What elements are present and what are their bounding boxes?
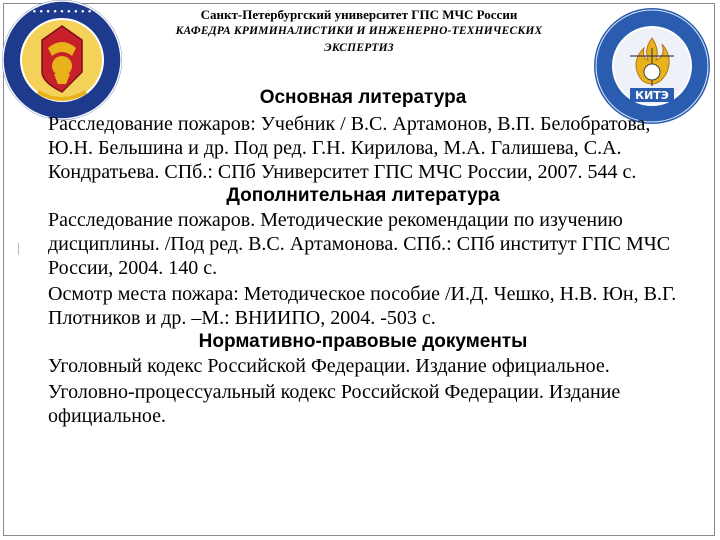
section-title-additional: Дополнительная литература — [226, 185, 500, 206]
list-item: Расследование пожаров: Учебник / В.С. Артамонов, В.П. Белобратова, Ю.Н. Бельшина и др. Под ред. Г.Н. Кирилова, М.А. Галишева, С.А. Кондратьева. СПб.: СПб Университет ГПС МЧС России, 2007. 544 с. — [48, 113, 651, 183]
literature-list — [48, 86, 678, 428]
section-title-normative: Нормативно-правовые документы — [198, 331, 528, 352]
list-item: Уголовно-процессуальный кодекс Российской Федерации. Издание официальное. — [48, 381, 621, 427]
department-name-line2: ЭКСПЕРТИЗ — [324, 42, 394, 54]
svg-text:• • • • • • • • •: • • • • • • • • • — [32, 8, 92, 16]
list-item: Осмотр места пожара: Методическое пособие /И.Д. Чешко, Н.В. Юн, В.Г. Плотников и др. –М.: ВНИИПО, 2004. -503 с. — [48, 283, 677, 329]
department-name-line1: КАФЕДРА КРИМИНАЛИСТИКИ И ИНЖЕНЕРНО-ТЕХНИЧЕСКИХ — [175, 25, 543, 37]
emblem-label: КИТЭ — [635, 89, 669, 102]
list-item: Расследование пожаров. Методические рекомендации по изучению дисциплины. /Под ред. В.С. Артамонова. СПб.: СПб институт ГПС МЧС России, 2004. 140 с. — [48, 209, 671, 279]
side-mark — [18, 243, 19, 255]
section-title-main: Основная литература — [259, 87, 467, 108]
university-name: Санкт-Петербургский университет ГПС МЧС России — [200, 7, 518, 22]
slide-header — [128, 6, 590, 57]
list-item: Уголовный кодекс Российской Федерации. Издание официальное. — [48, 355, 610, 377]
